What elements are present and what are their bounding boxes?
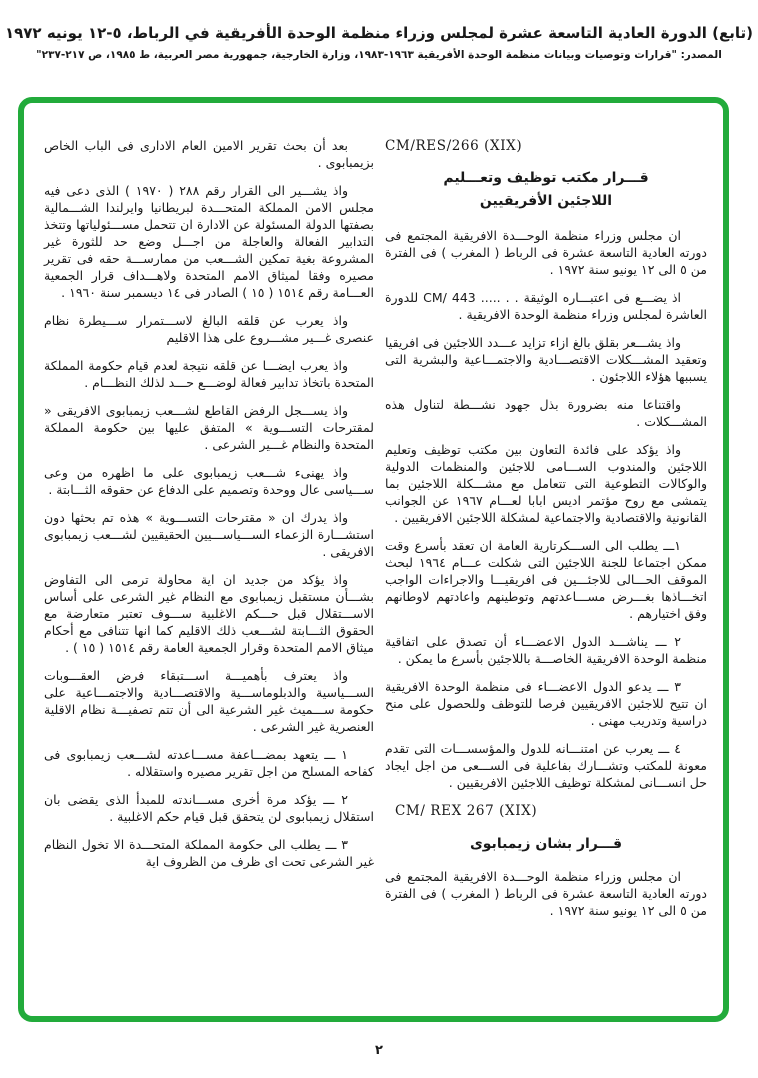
paragraph: ٢ ـــ يؤكد مرة أخرى مســـاندته للمبدأ الذى يقضى بان استقلال زيمبابوى لن يتحقق قبل قيام حكم الاغلبية . [44,792,374,824]
paragraph: ١ ـــ يتعهد بمضـــاعفة مســـاعدته لشـــعب زيمبابوى فى كفاحه المسلح من اجل تقرير مصيره واستقلاله . [44,747,374,779]
paragraph: ٤ ـــ يعرب عن امتنـــانه للدول والمؤسســـات التى تقدم معونة للمكتب وتشـــارك بفاعلية فى الســـعى من اجل ايجاد حل انســـانى لمشكلة توظيف اللاجئين الافريقيين . [385,741,707,791]
column-left [44,137,374,881]
paragraph: واذ يعرب عن قلقه البالغ لاســـتمرار ســـيطرة نظام عنصرى غـــير مشـــروع على هذا الاقليم [44,313,374,345]
resolution-266-title-line2: اللاجئين الأفريقيين [479,193,613,210]
paragraph: واذ يهنىء شـــعب زيمبابوى على ما اظهره من وعى ســـياسى عال ووحدة وتصميم على الدفاع عن حقوقه الثـــابتة . [44,465,374,497]
paragraph: واذ يدرك ان « مقترحات التســـوية » هذه تم بحثها دون استشـــارة الزعماء الســـياســـيين الحقيقيين لشـــعب زيمبابوى الافريقى . [44,510,374,559]
paragraph: واذ يعترف بأهميـــة اســـتبقاء فرض العقـــوبات الســـياسية والدبلوماســـية والاقتصـــادية والاجتمـــاعية على حكومة ســـميث غير الشرعية الى أن تتم تصفيـــة نظام الاقلية العنصرية غير الشرعى . [44,668,374,734]
paragraph: ٣ ـــ يطلب الى حكومة المملكة المتحـــدة الا تخول النظام غير الشرعى تحت اى ظرف من الظروف اية [44,837,374,869]
page-number: ٢ [375,1043,383,1058]
page-header [0,24,758,61]
paragraph: اذ يضـــع فى اعتبـــاره الوثيقة . . ..... CM/ 443 للدورة العاشرة لمجلس وزراء منظمة الوحدة الافريقية . [385,290,707,323]
resolution-267-title: قـــرار بشان زيمبابوى [469,835,623,852]
paragraph: ١ـــ يطلب الى الســـكرتارية العامة ان تعقد بأسرع وقت ممكن اجتماعا للجنة اللاجئين التى شكلت عـــام ١٩٦٤ لبحث الموقف الحـــالى للاجئـــين فى افريقيـــا والاجراءات الواجب اتخـــاذها بغـــرض مســـاعدتهم وتوطينهم واعادتهم لاوطانهم وفق اختيارهم . [385,538,707,622]
paragraph: ان مجلس وزراء منظمة الوحـــدة الافريقية المجتمع فى دورته العادية التاسعة عشرة فى الرباط ( المغرب ) فى الفترة من ٥ الى ١٢ يونيو سنة ١٩٧٢ . [385,868,707,918]
paragraph: واقتناعا منه بضرورة بذل جهود نشـــطة لتناول هذه المشـــكلات . [385,397,707,430]
paragraph: ٣ ـــ يدعو الدول الاعضـــاء فى منظمة الوحدة الافريقية ان تتيح للاجئين الافريقيين فرصا للتوظف وللحصول على منح دراسية وتدريب مهنى . [385,679,707,729]
paragraph: واذ يســـجل الرفض القاطع لشـــعب زيمبابوى الافريقى « لمقترحات التســـوية » المتفق عليها بين حكومة المملكة المتحدة والنظام غـــير الشرعى . [44,403,374,452]
paragraph: واذ يشـــير الى القرار رقم ٢٨٨ ( ١٩٧٠ ) الذى دعى فيه مجلس الامن المملكة المتحـــدة لبريطانيا وايرلندا الشـــمالية بصفتها الدولة المسئولة عن الادارة ان تتحمل مســـئولياتها وتتخذ التدابير الفعالة والعاجلة من اجـــل وضع حد للثورة غير المشروعة بغية تمكين الشـــعب من ممارســـة حقه فى تقرير مصيره وفقا لميثاق الامم المتحدة ولاهـــداف قرار الجمعية العـــامة رقم ١٥١٤ ( ١٥ ) الصادر فى ١٤ ديسمبر سنة ١٩٦٠ . [44,183,374,300]
column-right [385,137,707,930]
paragraph: واذ يشـــعر بقلق بالغ ازاء تزايد عـــدد اللاجئين فى افريقيا وتعقيد المشـــكلات الاقتصـــادية والاجتمـــاعية والبشرية التى يسببها هؤلاء اللاجئون . [385,335,707,385]
paragraph: ان مجلس وزراء منظمة الوحـــدة الافريقية المجتمع فى دورته العادية التاسعة عشرة فى الرباط ( المغرب ) فى الفترة من ٥ الى ١٢ يونيو سنة ١٩٧٢ . [385,228,707,278]
doc-ref-cm-rex-267: CM/ REX 267 (XIX) [395,803,538,820]
doc-ref-cm-res-266: CM/RES/266 (XIX) [385,138,523,154]
paragraph: واذ يعرب ايضـــا عن قلقه نتيجة لعدم قيام حكومة المملكة المتحدة باتخاذ تدابير فعالة لوضـــع حـــد لذلك النظـــام . [44,358,374,390]
paragraph: بعد أن بحث تقرير الامين العام الادارى فى الباب الخاص بزيمبابوى . [44,138,374,170]
session-title: (تابع) الدورة العادية التاسعة عشرة لمجلس وزراء منظمة الوحدة الأفريقية في الرباط، ٥-١٢ يونيه ١٩٧٢ [4,24,754,42]
paragraph: واذ يؤكد من جديد ان اية محاولة ترمى الى التفاوض بشـــأن مستقبل زيمبابوى مع النظام غير الشرعى على أساس الاســـتقلال قبل حـــكم الاغلبية ســـوف تعتبر متعارضة مع الحقوق الثـــابتة لشـــعب ذلك الاقليم كما انها تتنافى مع أحكام ميثاق الامم المتحدة وقرار الجمعية العامة رقم ١٥١٤ ( ١٥ ) . [44,572,374,655]
source-citation: المصدر: "قرارات وتوصيات وبيانات منظمة الوحدة الأفريقية ١٩٦٣-١٩٨٣، وزارة الخارجية، جمهورية مصر العربية، ط ١٩٨٥، ص ٢١٧-٢٣٧" [36,49,722,61]
paragraph: واذ يؤكد على فائدة التعاون بين مكتب توظيف وتعليم اللاجئين والمندوب الســـامى للاجئين والمنظمات الدولية والوكالات التطوعية التى تتعامل مع مشـــكلة اللاجئين بما يتمشى مع روح مؤتمر اديس ابابا لعـــام ١٩٦٧ عن الجوانب القانونية والاقتصادية والاجتماعية لمشكلة اللاجئين الافريقيين . [385,442,707,526]
paragraph: ٢ ـــ يناشـــد الدول الاعضـــاء أن تصدق على اتفاقية منظمة الوحدة الافريقية الخاصـــة باللاجئين بأسرع ما يمكن . [385,634,707,667]
resolution-266-title [385,169,707,211]
resolution-266-title-line1: قـــرار مكتب توظيف وتعـــليم [443,170,649,187]
content-frame [18,97,729,1022]
